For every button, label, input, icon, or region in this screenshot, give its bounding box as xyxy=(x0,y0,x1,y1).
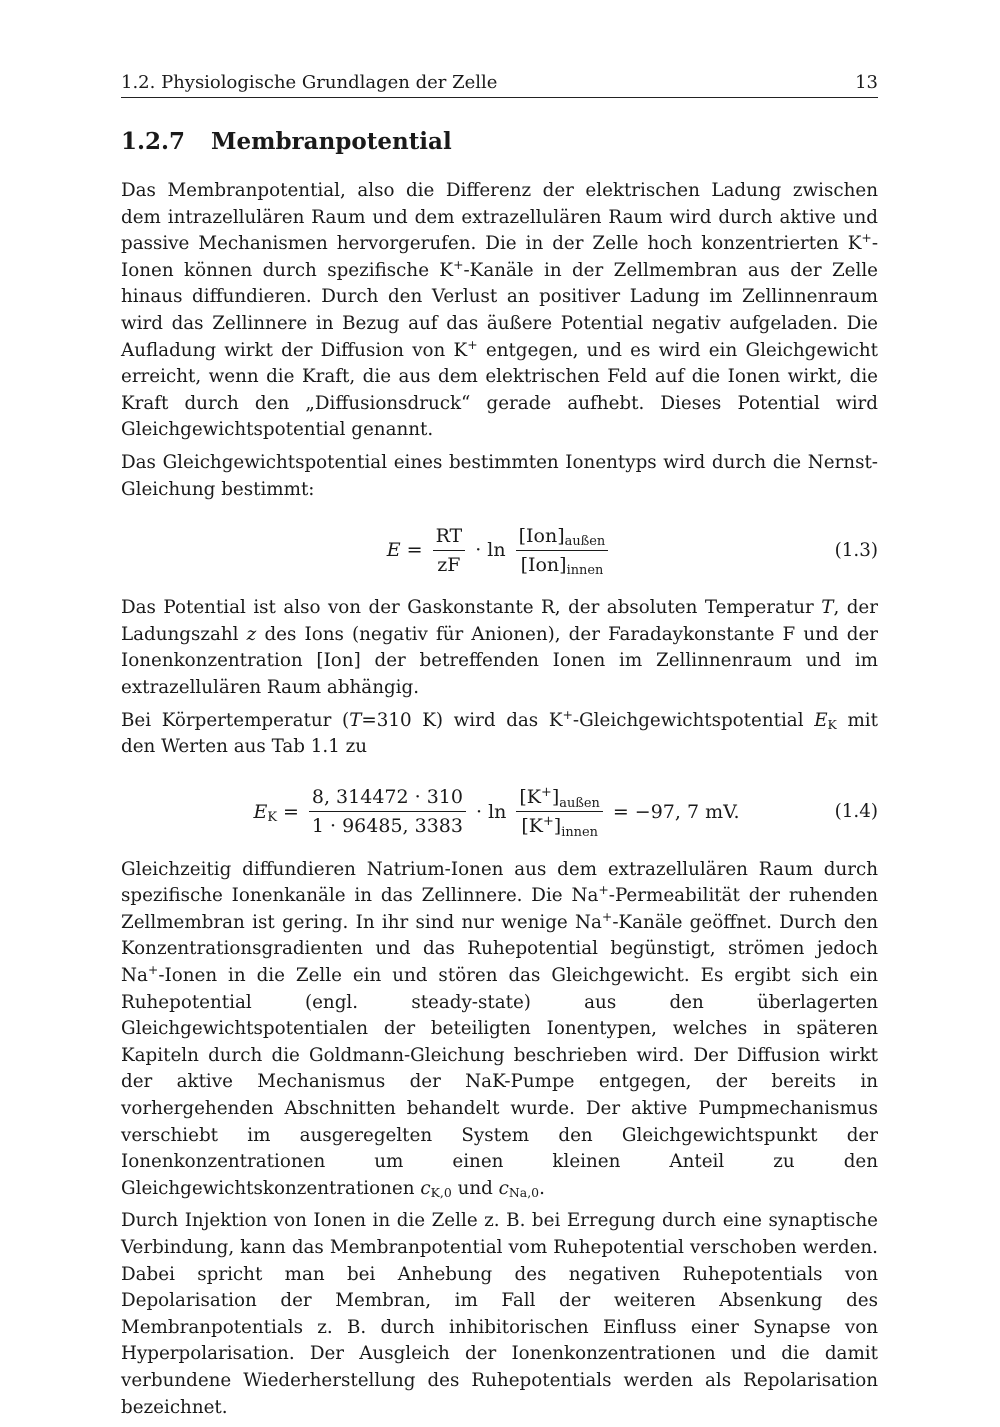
eq3-ln: · ln xyxy=(475,539,506,562)
p5-text-5: und xyxy=(451,1177,499,1199)
p1-text-1: Das Membranpotential, also die Differenz der elektrischen Ladung zwischen dem intrazellulären Raum und dem extrazellulären Raum wird durch aktive und passive Mechanismen hervorgerufen. Die in der Zelle hoch konzentrierten K xyxy=(121,180,878,255)
p1-text-4: entgegen, und es wird ein Gleichgewicht erreicht, wenn die Kraft, die aus dem elektrischen Feld auf die Ionen wirkt, die Kraft durch den „Diffusionsdruck“ gerade aufhebt. Dieses Potential wird Gleichgewichtspotential genannt. xyxy=(121,339,878,441)
eq4-num2-open: [K xyxy=(519,786,541,809)
eq4-num2-close: ] xyxy=(551,786,560,809)
eq4-den2-sup: + xyxy=(542,814,554,830)
p3-text-2: , der Ladungszahl xyxy=(121,597,878,645)
eq4-fraction-constants xyxy=(309,785,466,838)
eq4-den2-close: ] xyxy=(553,815,562,838)
eq3-den1: zF xyxy=(437,553,461,576)
eq3-num2 xyxy=(516,524,609,551)
header-section-title: 1.2. Physiologische Grundlagen der Zelle xyxy=(121,72,498,93)
eq3-num2-sub: außen xyxy=(564,534,606,550)
p5-sup-1: + xyxy=(598,882,609,898)
eq3-fraction-ion xyxy=(516,524,609,577)
p1-sup-2: + xyxy=(453,256,464,272)
eq4-den2-open: [K xyxy=(521,815,543,838)
p4-text-4: mit den Werten aus Tab 1.1 zu xyxy=(121,709,878,758)
p5-var-c2: c xyxy=(498,1177,509,1199)
eq3-den2 xyxy=(518,551,607,577)
p4-var-e: E xyxy=(814,709,828,731)
running-header xyxy=(121,72,878,98)
p5-text-2: -Permeabilität der ruhenden Zellmembran ist gering. In ihr sind nur wenige Na xyxy=(121,885,878,933)
p5-text-1: Gleichzeitig diffundieren Natrium-Ionen aus dem extrazellulären Raum durch spezifische Ionenkanäle in das Zellinnere. Die Na xyxy=(121,858,878,907)
p4-var-t: T xyxy=(349,709,362,731)
p1-text-2: -Ionen können durch spezifische K xyxy=(121,233,878,281)
eq3-den2-sub: innen xyxy=(566,563,604,579)
paragraph-4 xyxy=(121,708,878,761)
eq4-fraction-k xyxy=(516,785,602,838)
eq4-num1: 8, 314472 · 310 xyxy=(309,785,466,812)
p4-text-1: Bei Körpertemperatur ( xyxy=(121,709,350,731)
p5-sub-k0: K,0 xyxy=(430,1185,452,1201)
eq4-result: = −97, 7 mV. xyxy=(612,800,740,823)
p5-sub-na0: Na,0 xyxy=(508,1185,540,1201)
paragraph-2: Das Gleichgewichtspotential eines bestimmten Ionentyps wird durch die Nernst-Gleichung bestimmt: xyxy=(121,451,878,500)
eq3-lhs: E xyxy=(386,539,401,562)
p5-sup-3: + xyxy=(147,962,159,978)
body-text xyxy=(121,178,878,1427)
eq3-num1: RT xyxy=(433,524,466,551)
paragraph-6: Durch Injektion von Ionen in die Zelle z. B. bei Erregung durch eine synaptische Verbindung, kann das Membranpotential vom Ruhepotential verschoben werden. Dabei spricht man bei Anhebung des negativen Ruhepotentials von Depolarisation der Membran, im Fall der weiteren Absenkung des Membranpotentials z. B. durch inhibitorischen Einfluss einer Synapse von Hyperpolarisation. Der Ausgleich der Ionenkonzentrationen und die damit verbundene Wiederherstellung des Ruhepotentials werden als Repolarisation bezeichnet. xyxy=(121,1210,878,1418)
p4-text-2: =310 K) wird das K xyxy=(361,709,563,731)
p5-text-3: -Kanäle geöffnet. Durch den Konzentrationsgradienten und das Ruhepotential begünstigt, strömen jedoch Na xyxy=(121,911,878,987)
p4-text-3: -Gleichgewichtspotential xyxy=(572,709,815,731)
p4-sub-k: K xyxy=(827,716,837,732)
eq4-den2 xyxy=(518,812,601,838)
p3-var-t: T xyxy=(821,597,834,619)
section-number: 1.2.7 xyxy=(121,128,186,155)
eq4-den1: 1 · 96485, 3383 xyxy=(311,815,463,838)
eq3-equals: = xyxy=(406,539,423,562)
p1-text-3: -Kanäle in der Zellmembran aus der Zelle hinaus diffundieren. Durch den Verlust an positiver Ladung im Zellinnenraum wird das Zellinnere in Bezug auf das äußere Potential negativ aufgeladen. Die Aufladung wirkt der Diffusion von K xyxy=(121,259,878,361)
eq4-num2 xyxy=(516,785,602,812)
eq4-ln: · ln xyxy=(475,800,507,823)
section-title: Membranpotential xyxy=(211,128,452,155)
paragraph-1 xyxy=(121,178,878,444)
equation-1-3 xyxy=(121,519,878,581)
p5-text-6: . xyxy=(539,1177,545,1199)
potassium-equation xyxy=(121,785,878,838)
p5-var-c1: c xyxy=(420,1177,431,1199)
paragraph-3 xyxy=(121,595,878,701)
equation-number-1-4: (1.4) xyxy=(834,801,878,823)
p3-text-1: Das Potential ist also von der Gaskonstante R, der absoluten Temperatur xyxy=(121,597,822,619)
section-heading xyxy=(121,128,452,155)
eq4-num2-sup: + xyxy=(541,785,552,801)
eq4-num2-sub: außen xyxy=(559,795,600,811)
equation-1-4 xyxy=(121,781,878,843)
p4-sup-1: + xyxy=(562,706,573,722)
eq4-den2-sub: innen xyxy=(561,824,598,840)
eq3-num2-text: [Ion] xyxy=(518,524,565,547)
eq4-lhs-sub: K xyxy=(267,810,277,826)
eq4-lhs-e: E xyxy=(253,800,268,823)
p1-sup-3: + xyxy=(467,336,478,352)
eq4-lhs xyxy=(253,800,277,826)
paragraph-5 xyxy=(121,857,878,1203)
p1-sup-1: + xyxy=(861,230,872,246)
p5-sup-2: + xyxy=(601,909,613,925)
p5-text-4: -Ionen in die Zelle ein und stören das Gleichgewicht. Es ergibt sich ein Ruhepotential (engl. steady-state) aus den überlagerten Gleichgewichtspotentialen der beteiligten Ionentypen, welches in späteren Kapiteln durch die Goldmann-Gleichung beschrieben wird. Der Diffusion wirkt der aktive Mechanismus der NaK-Pumpe entgegen, der bereits in vorhergehenden Abschnitten behandelt wurde. Der aktive Pumpmechanismus verschiebt im ausgeregelten System den Gleichgewichtspunkt der Ionenkonzentrationen um einen kleinen Anteil zu den Gleichgewichtskonzentrationen xyxy=(121,965,878,1199)
eq3-den2-text: [Ion] xyxy=(520,553,567,576)
nernst-equation xyxy=(121,524,878,577)
eq3-fraction-rt-zf xyxy=(433,524,466,577)
eq4-equals: = xyxy=(282,800,299,823)
p3-var-z: z xyxy=(246,623,257,645)
p3-text-3: des Ions (negativ für Anionen), der Faradaykonstante F und der Ionenkonzentration [Ion] der betreffenden Ionen im Zellinnenraum und im extrazellulären Raum abhängig. xyxy=(121,623,879,698)
equation-number-1-3: (1.3) xyxy=(834,539,878,561)
page-number: 13 xyxy=(855,72,878,93)
